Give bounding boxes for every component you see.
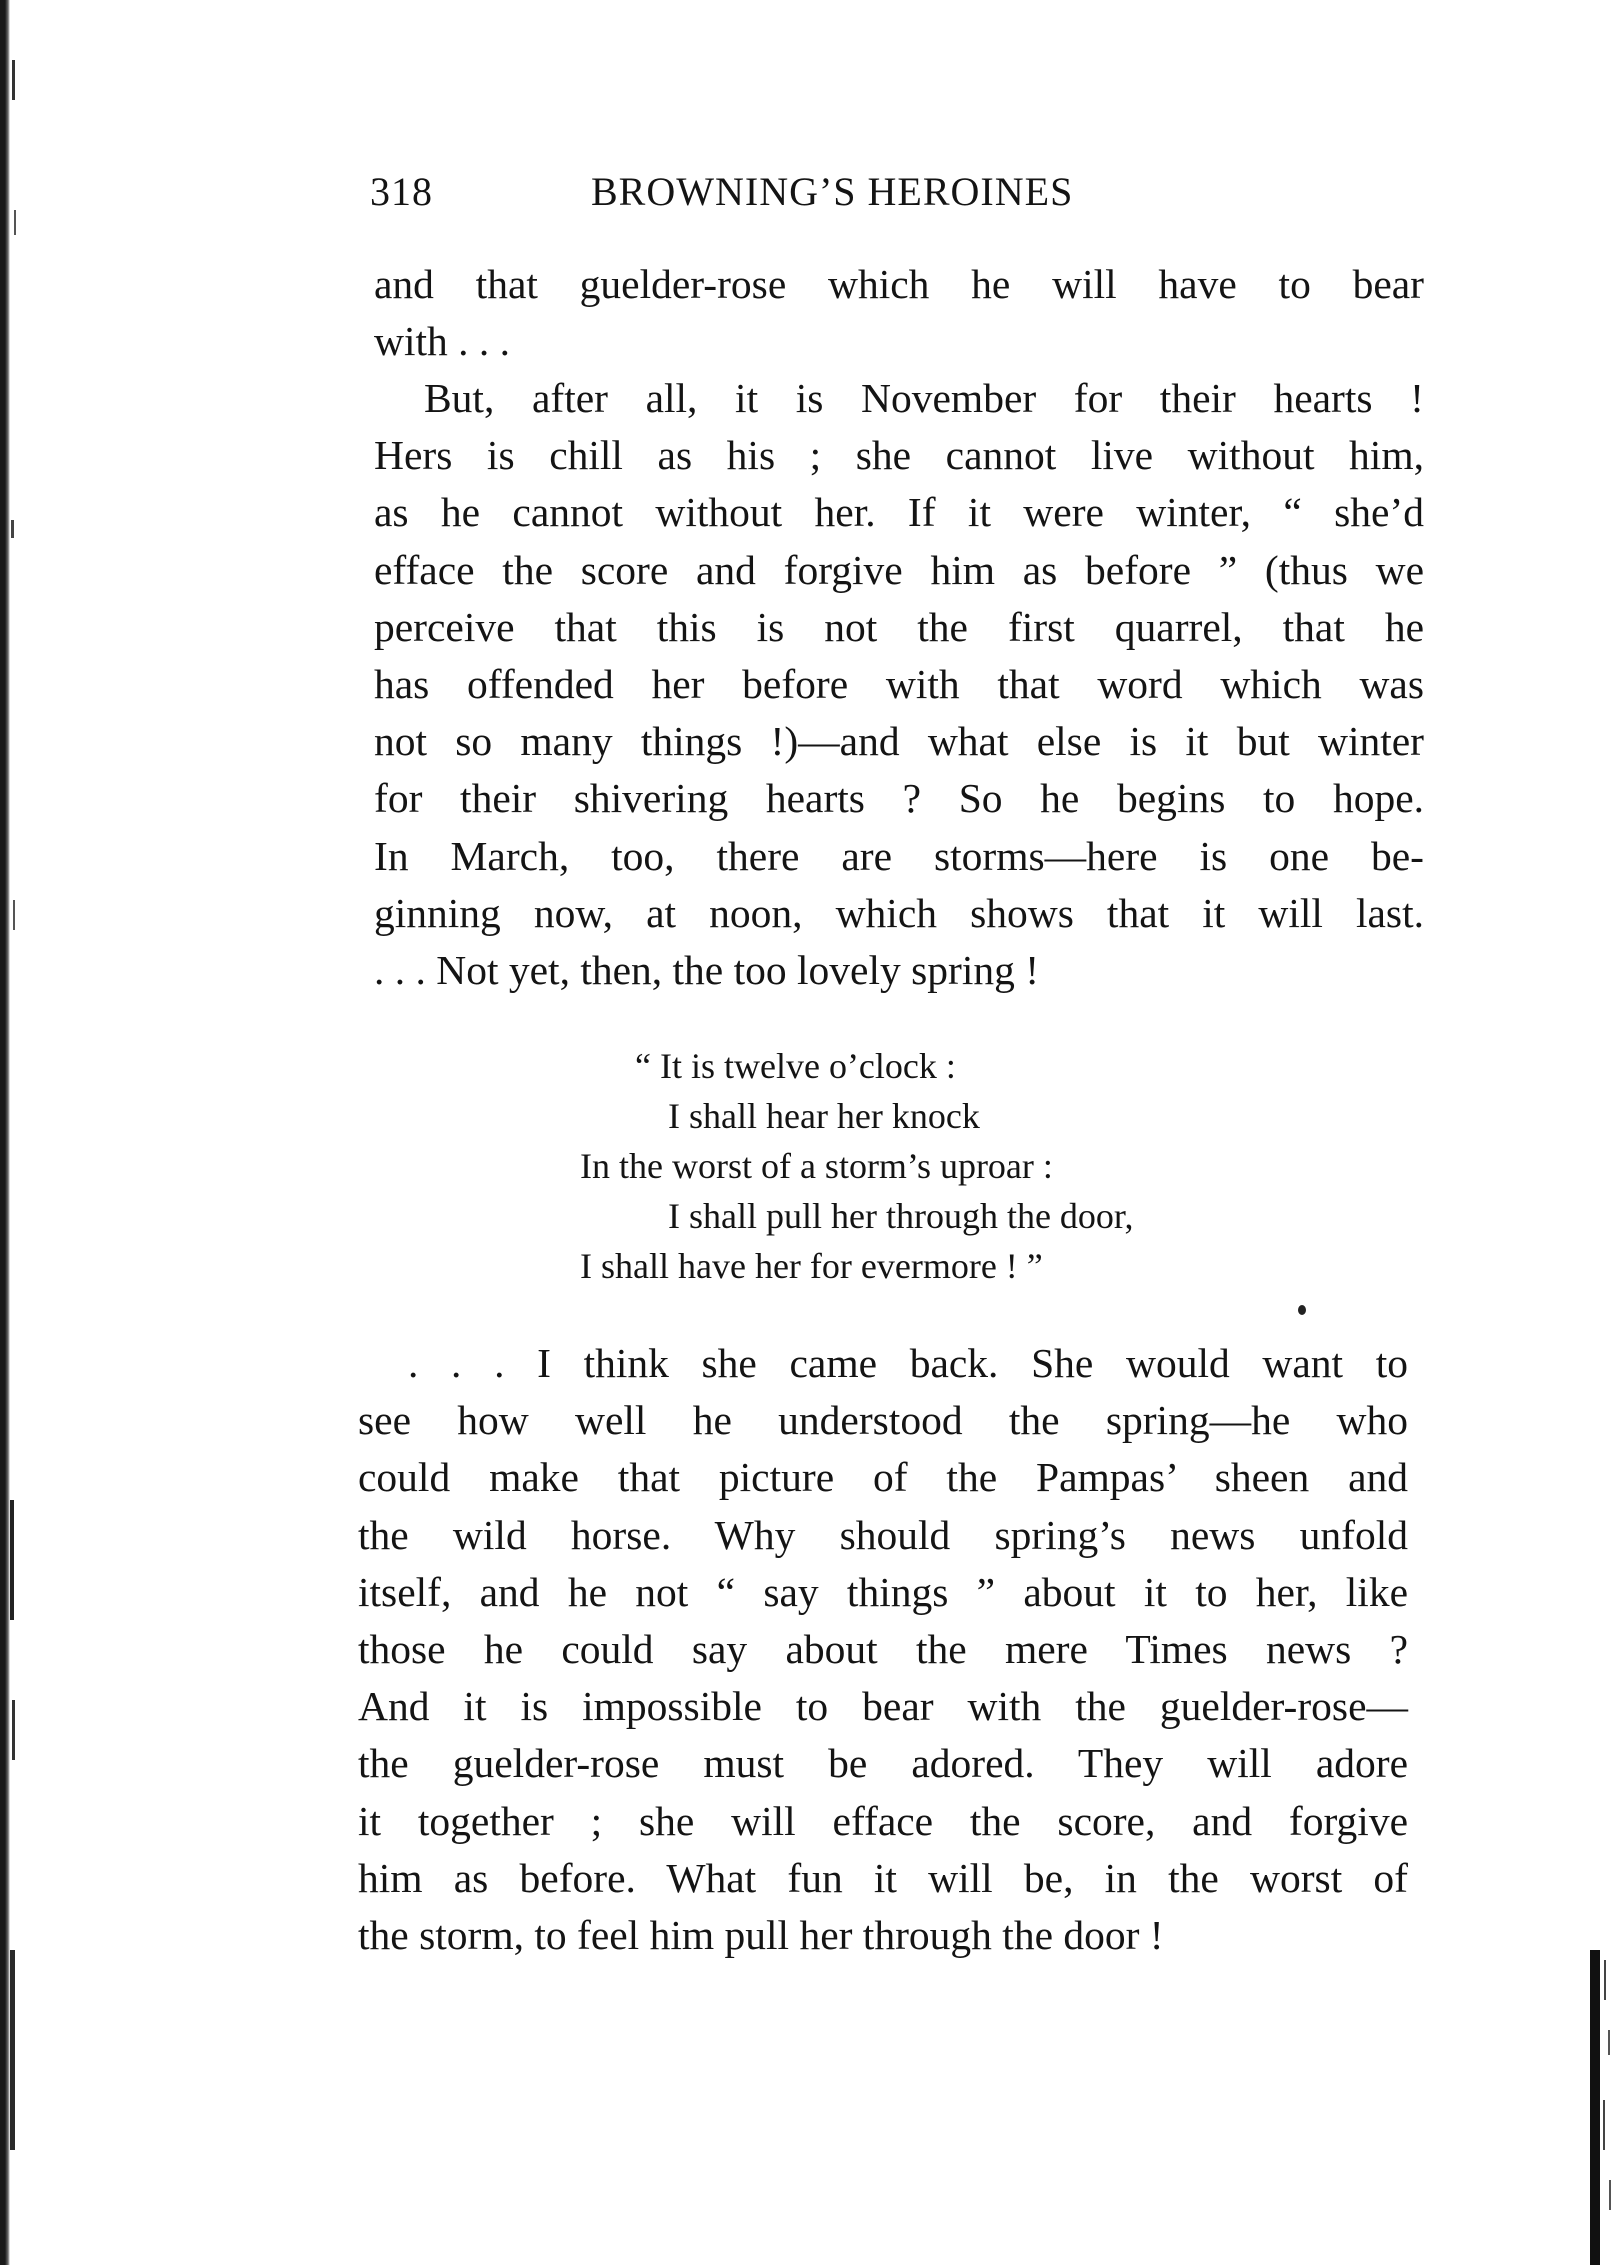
- text-line: has offended her before with that word which was: [374, 661, 1424, 708]
- paragraph-1: [374, 256, 1424, 370]
- scan-right-edge-flecks: [1600, 1940, 1618, 2265]
- scan-left-edge-flecks: [10, 0, 50, 2265]
- ink-speck: [1298, 1305, 1306, 1315]
- text-line: ginning now, at noon, which shows that it will last.: [374, 889, 1424, 936]
- text-line: and that guelder-rose which he will have to bear: [374, 261, 1424, 307]
- text-line: itself, and he not “ say things ” about it to her, like: [358, 1568, 1408, 1615]
- verse-line: I shall hear her knock: [668, 1096, 980, 1136]
- text-line: as he cannot without her. If it were winter, “ she’d: [374, 489, 1424, 536]
- paragraph-3: [358, 1335, 1408, 1964]
- text-line: In March, too, there are storms—here is one be-: [374, 832, 1424, 879]
- text-line: it together ; she will efface the score, and forgive: [358, 1797, 1408, 1844]
- text-line: for their shivering hearts ? So he begins to hope.: [374, 775, 1424, 822]
- text-line: And it is impossible to bear with the guelder-rose—: [358, 1683, 1408, 1730]
- text-line: . . . I think she came back. She would want to: [408, 1340, 1408, 1386]
- verse-line: “ It is twelve o’clock :: [635, 1046, 956, 1086]
- running-head: [370, 168, 1430, 228]
- text-line: not so many things !)—and what else is it but winter: [374, 718, 1424, 765]
- text-line: . . . Not yet, then, the too lovely spring !: [374, 947, 1040, 994]
- text-line: the wild horse. Why should spring’s news unfold: [358, 1511, 1408, 1558]
- verse-line: I shall pull her through the door,: [668, 1196, 1134, 1236]
- scan-right-edge-bar: [1590, 1950, 1600, 2265]
- text-line: see how well he understood the spring—he who: [358, 1397, 1408, 1444]
- verse-line: I shall have her for evermore ! ”: [580, 1246, 1043, 1286]
- text-line: But, after all, it is November for their hearts !: [424, 375, 1424, 421]
- text-line: the guelder-rose must be adored. They will adore: [358, 1740, 1408, 1787]
- verse-line: In the worst of a storm’s uproar :: [580, 1146, 1053, 1186]
- verse-quotation: [580, 1041, 1133, 1291]
- text-line: the storm, to feel him pull her through the door !: [358, 1912, 1164, 1959]
- text-line: with . . .: [374, 318, 511, 365]
- text-line: Hers is chill as his ; she cannot live without him,: [374, 432, 1424, 479]
- scan-left-edge: [0, 0, 10, 2265]
- text-line: perceive that this is not the first quarrel, that he: [374, 603, 1424, 650]
- paragraph-2: [374, 370, 1424, 999]
- text-line: could make that picture of the Pampas’ sheen and: [358, 1454, 1408, 1501]
- text-line: those he could say about the mere Times news ?: [358, 1626, 1408, 1673]
- text-line: him as before. What fun it will be, in the worst of: [358, 1854, 1408, 1901]
- page-number: 318: [370, 169, 433, 214]
- running-title: BROWNING’S HEROINES: [591, 169, 1074, 214]
- text-line: efface the score and forgive him as before ” (thus we: [374, 546, 1424, 593]
